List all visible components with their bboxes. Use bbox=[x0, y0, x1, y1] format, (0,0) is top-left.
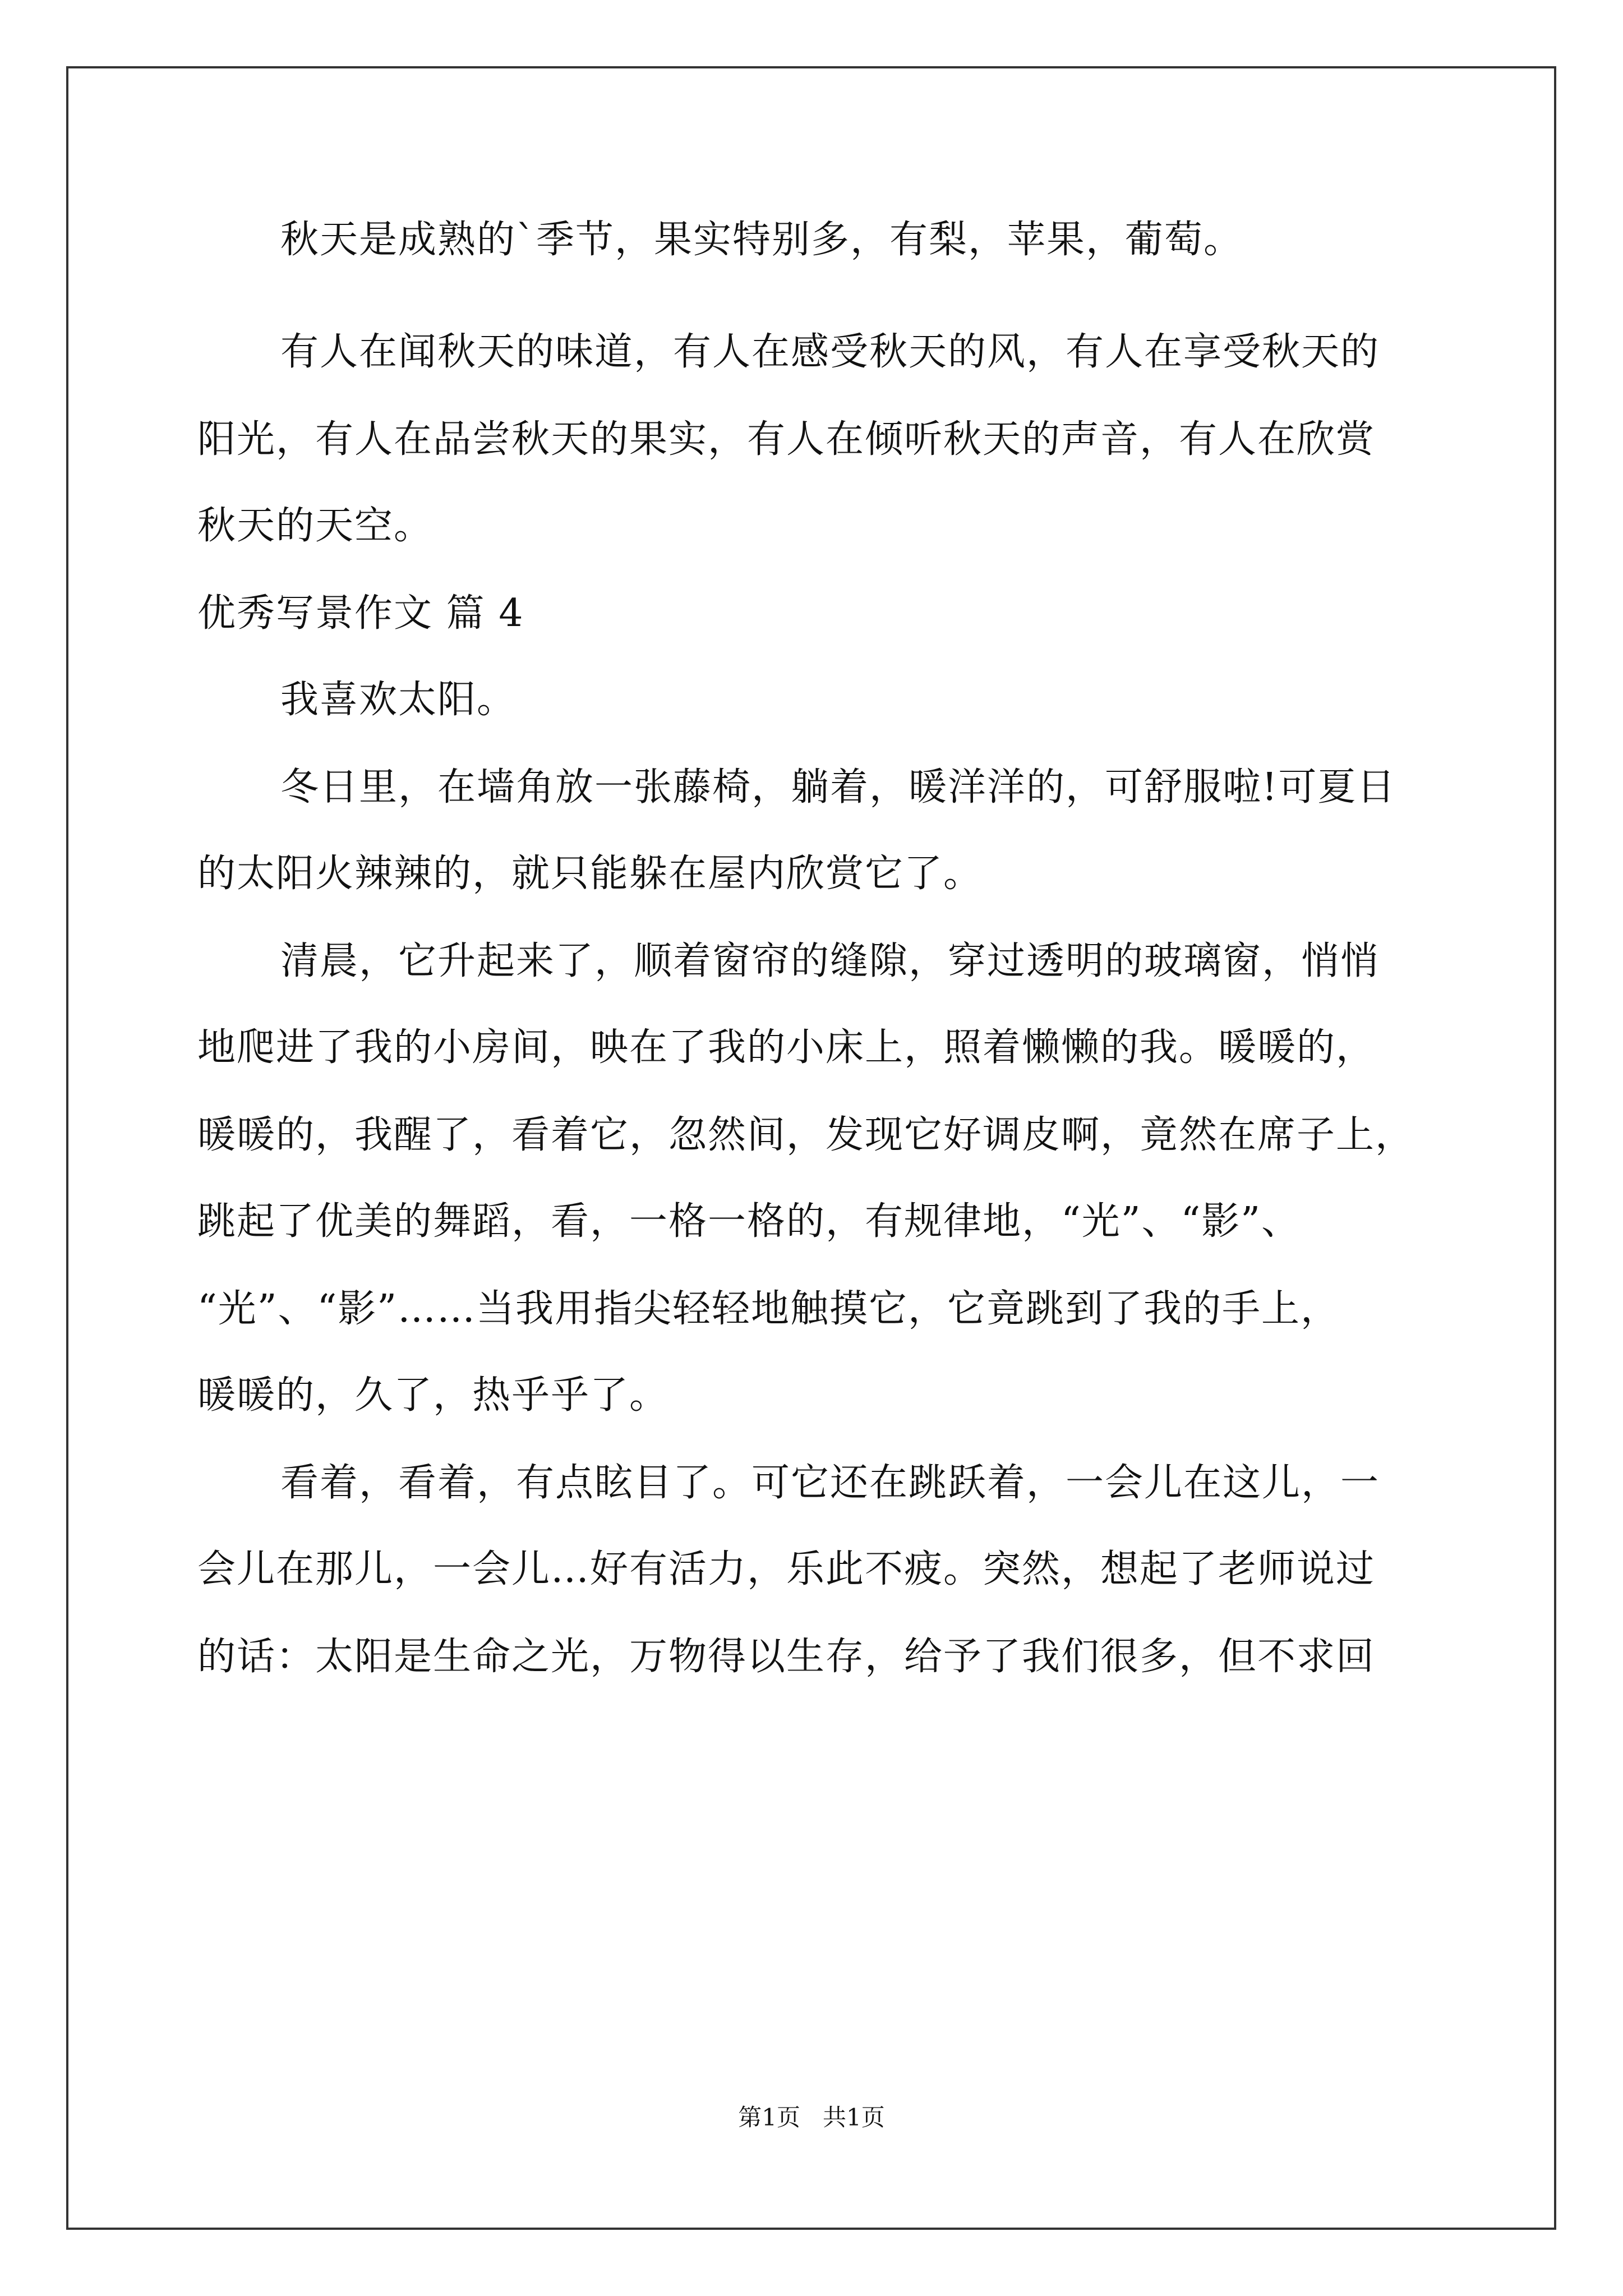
paragraph-line: 有人在闻秋天的味道，有人在感受秋天的风，有人在享受秋天的 bbox=[280, 330, 1380, 374]
paragraph-line: 地爬进了我的小房间，映在了我的小床上，照着懒懒的我。暖暖的， bbox=[197, 1025, 1376, 1070]
paragraph-line: 的太阳火辣辣的，就只能躲在屋内欣赏它了。 bbox=[197, 852, 983, 896]
paragraph-line: 的话：太阳是生命之光，万物得以生存，给予了我们很多，但不求回 bbox=[197, 1635, 1376, 1679]
paragraph-line: 我喜欢太阳。 bbox=[280, 678, 517, 722]
paragraph-line: 会儿在那儿，一会儿…好有活力，乐此不疲。突然，想起了老师说过 bbox=[197, 1547, 1376, 1591]
paragraph-line: 阳光，有人在品尝秋天的果实，有人在倾听秋天的声音，有人在欣赏 bbox=[197, 417, 1376, 462]
paragraph-line: 看着，看着，有点眩目了。可它还在跳跃着，一会儿在这儿，一 bbox=[280, 1461, 1380, 1505]
paragraph-line: 秋天的天空。 bbox=[197, 504, 434, 548]
paragraph-line: 清晨，它升起来了，顺着窗帘的缝隙，穿过透明的玻璃窗，悄悄 bbox=[280, 939, 1380, 983]
section-heading: 优秀写景作文 篇 4 bbox=[197, 591, 524, 636]
paragraph-line: 暖暖的，久了，热乎乎了。 bbox=[197, 1373, 669, 1418]
page-number-footer: 第1页 共1页 bbox=[738, 2104, 885, 2131]
paragraph-line: “光”、“影”……当我用指尖轻轻地触摸它，它竟跳到了我的手上， bbox=[197, 1287, 1340, 1331]
paragraph-line: 冬日里，在墙角放一张藤椅，躺着，暖洋洋的，可舒服啦!可夏日 bbox=[280, 765, 1396, 809]
paragraph-line: 跳起了优美的舞蹈，看，一格一格的，有规律地，“光”、“影”、 bbox=[197, 1199, 1301, 1244]
paragraph-line: 暖暖的，我醒了，看着它，忽然间，发现它好调皮啊，竟然在席子上， bbox=[197, 1113, 1415, 1157]
paragraph-line: 秋天是成熟的`季节，果实特别多，有梨，苹果，葡萄。 bbox=[280, 218, 1243, 262]
